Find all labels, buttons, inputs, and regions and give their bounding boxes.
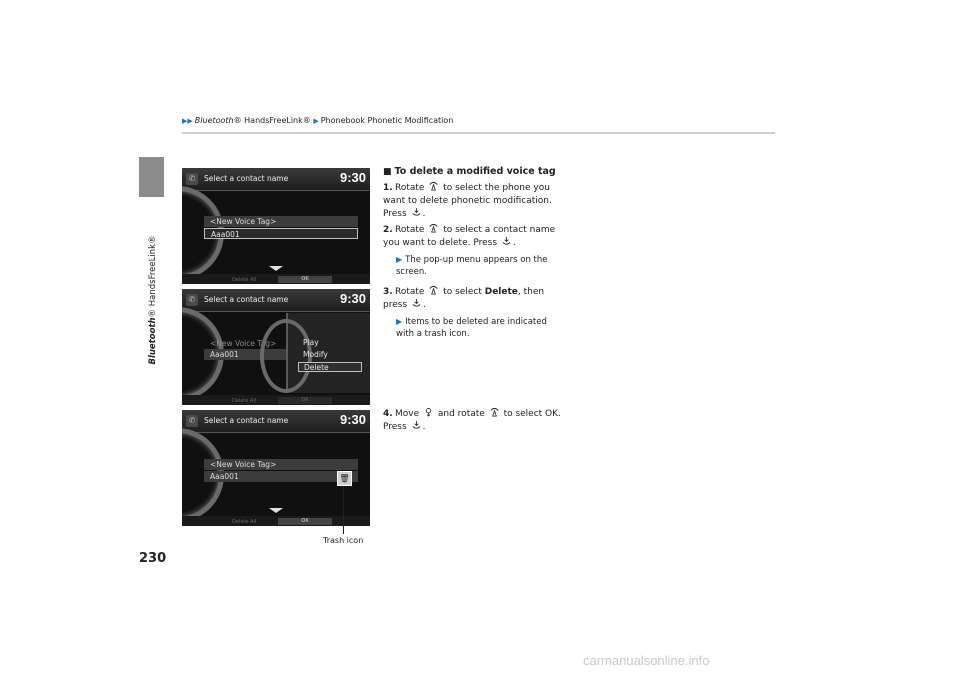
step-1: 1. Rotate to select the phone you want to delete phonetic modification. Press . [383,183,552,219]
trash-icon[interactable]: 🗑 [337,471,352,486]
delete-all-button[interactable]: Delete All [232,398,257,404]
move-knob-icon [424,408,433,417]
list-item[interactable]: Aaa001 [204,349,358,360]
breadcrumb-arrow-icon: ▶▶ [182,117,193,125]
screen-clock: 9:30 [339,170,366,185]
rotate-knob-icon [429,286,438,295]
section-tab [139,157,164,197]
callout-line [343,486,344,534]
step-3-result: ▶ Items to be deleted are indicated with a trash icon. [396,317,547,339]
screen-title: Select a contact name [204,174,289,183]
screen-footer [182,395,370,405]
watermark: carmanualsonline.info [583,653,710,668]
screen-header [182,168,370,191]
screen-title: Select a contact name [204,416,289,425]
screen-clock: 9:30 [339,291,366,306]
square-bullet-icon: ■ [383,167,392,177]
trash-icon-caption: Trash icon [323,536,364,545]
screen-select-contact-1 [182,168,370,284]
menu-item-play[interactable]: Play [303,338,319,347]
section-heading: ■ To delete a modified voice tag [383,166,556,177]
delete-all-button[interactable]: Delete All [232,277,257,283]
screen-footer [182,516,370,526]
press-icon [502,237,511,246]
breadcrumb-arrow-icon: ▶ [313,117,319,125]
screen-header [182,410,370,433]
phone-icon: ✆ [186,294,198,306]
rotate-knob-icon [429,224,438,233]
menu-item-modify[interactable]: Modify [303,350,328,359]
ok-button[interactable]: OK [278,397,332,404]
step-4: 4. Move and rotate to select OK. Press . [383,409,561,432]
header-rule [182,132,775,134]
rotate-knob-icon [490,408,499,417]
list-item[interactable]: <New Voice Tag> [210,339,277,348]
rotate-knob-icon [429,182,438,191]
press-icon [412,421,421,430]
list-item[interactable]: Aaa001 [204,471,358,482]
scroll-down-icon[interactable] [269,508,283,513]
press-icon [412,208,421,217]
screen-header [182,289,370,312]
list-item[interactable]: <New Voice Tag> [204,216,358,227]
page-number: 230 [139,551,167,566]
phone-icon: ✆ [186,173,198,185]
step-3: 3. Rotate to select Delete, then press . [383,287,545,310]
screen-clock: 9:30 [339,412,366,427]
step-2-result: ▶ The pop-up menu appears on the screen. [396,255,548,277]
breadcrumb: ▶▶ Bluetooth® HandsFreeLink® ▶ Phonebook Phonetic Modification [182,116,454,125]
phone-icon: ✆ [186,415,198,427]
ok-button[interactable]: OK [278,276,332,283]
screen-select-contact-2 [182,289,370,405]
list-item[interactable]: <New Voice Tag> [204,459,358,470]
step-2: 2. Rotate to select a contact name you want to delete. Press . [383,225,556,248]
side-section-label: Bluetooth® HandsFreeLink® [148,235,158,365]
screen-select-contact-3 [182,410,370,526]
screen-title: Select a contact name [204,295,289,304]
ok-button[interactable]: OK [278,518,332,525]
menu-item-delete[interactable]: Delete [298,362,362,372]
scroll-down-icon[interactable] [269,266,283,271]
delete-all-button[interactable]: Delete All [232,519,257,525]
list-item-selected[interactable]: Aaa001 [204,228,358,239]
press-icon [412,299,421,308]
popup-menu [286,313,370,393]
result-arrow-icon: ▶ [396,255,403,264]
screen-footer [182,274,370,284]
result-arrow-icon: ▶ [396,317,403,326]
